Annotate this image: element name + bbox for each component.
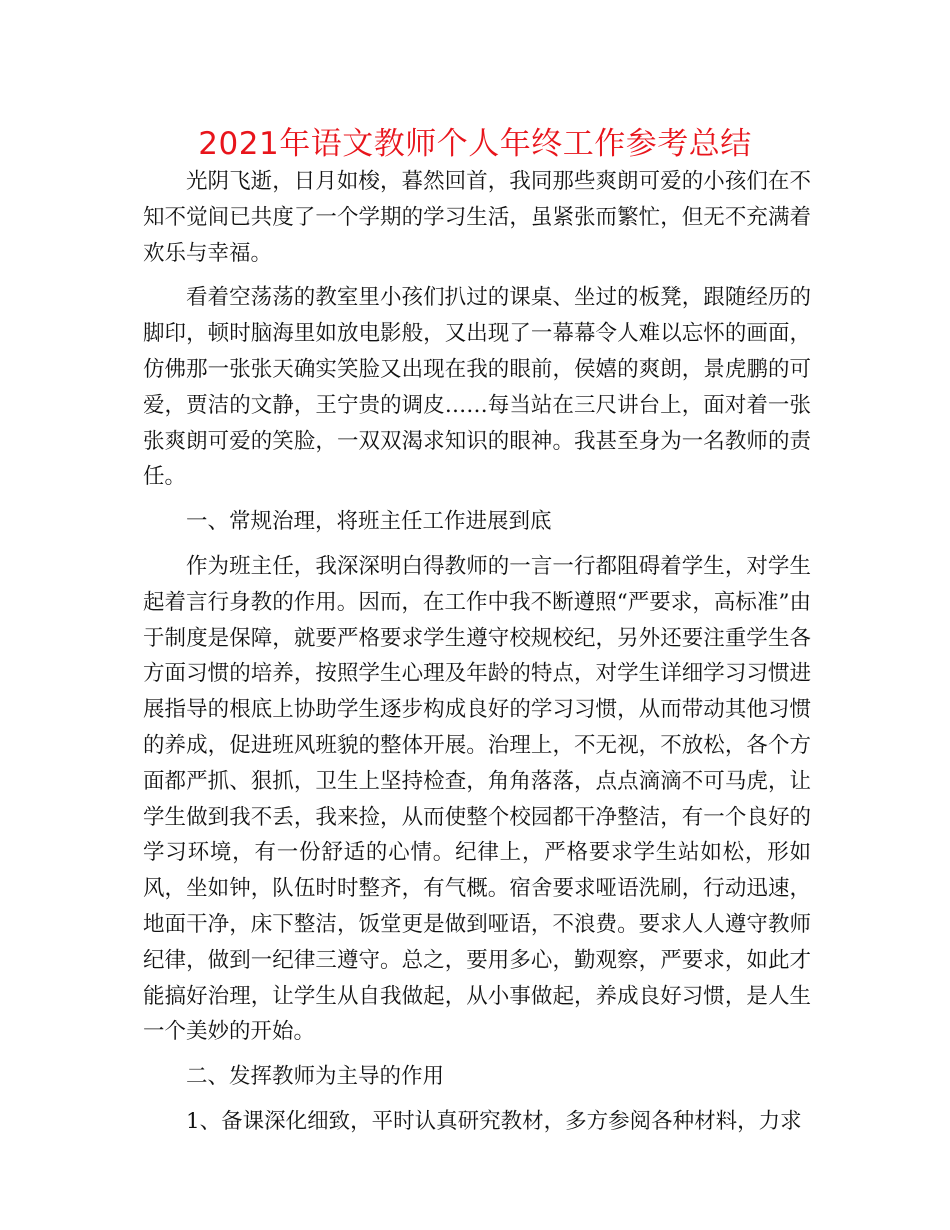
section-heading-teacher-role: 二、发挥教师为主导的作用 [186, 1064, 445, 1090]
document-body [143, 164, 811, 1149]
section-heading-routine-management: 一、常规治理，将班主任工作进展到底 [186, 509, 552, 535]
paragraph-lesson-prep: 1、备课深化细致，平时认真研究教材，多方参阅各种材料，力求 [186, 1108, 802, 1134]
paragraph-memories: 看着空荡荡的教室里小孩们扒过的课桌、坐过的板凳，跟随经历的脚印，顿时脑海里如放电影般，又出现了一幕幕令人难以忘怀的画面，仿佛那一张张天确实笑脸又出现在我的眼前，侯嬉的爽朗，景虎鹏的可爱，贾洁的文静，王宁贵的调皮……每当站在三尺讲台上，面对着一张张爽朗可爱的笑脸，一双双渴求知识的眼神。我甚至身为一名教师的责任。 [143, 285, 811, 490]
document-title: 2021年语文教师个人年终工作参考总结 [198, 126, 752, 162]
paragraph-class-management: 作为班主任，我深深明白得教师的一言一行都阻碍着学生，对学生起着言行身教的作用。因而，在工作中我不断遵照“严要求，高标准”由于制度是保障，就要严格要求学生遵守校规校纪，另外还要注重学生各方面习惯的培养，按照学生心理及年龄的特点，对学生详细学习习惯进展指导的根底上协助学生逐步构成良好的学习习惯，从而带动其他习惯的养成，促进班风班貌的整体开展。治理上，不无视，不放松，各个方面都严抓、狠抓，卫生上坚持检查，角角落落，点点滴滴不可马虎，让学生做到我不丢，我来捡，从而使整个校园都干净整洁，有一个良好的学习环境，有一份舒适的心情。纪律上，严格要求学生站如松，形如风，坐如钟，队伍时时整齐，有气概。宿舍要求哑语洗刷，行动迅速，地面干净，床下整洁，饭堂更是做到哑语，不浪费。要求人人遵守教师纪律，做到一纪律三遵守。总之，要用多心，勤观察，严要求，如此才能搞好治理，让学生从自我做起，从小事做起，养成良好习惯，是人生一个美妙的开始。 [143, 553, 811, 1045]
paragraph-intro: 光阴飞逝，日月如梭，暮然回首，我同那些爽朗可爱的小孩们在不知不觉间已共度了一个学期的学习生活，虽紧张而繁忙，但无不充满着欢乐与幸福。 [143, 169, 811, 266]
